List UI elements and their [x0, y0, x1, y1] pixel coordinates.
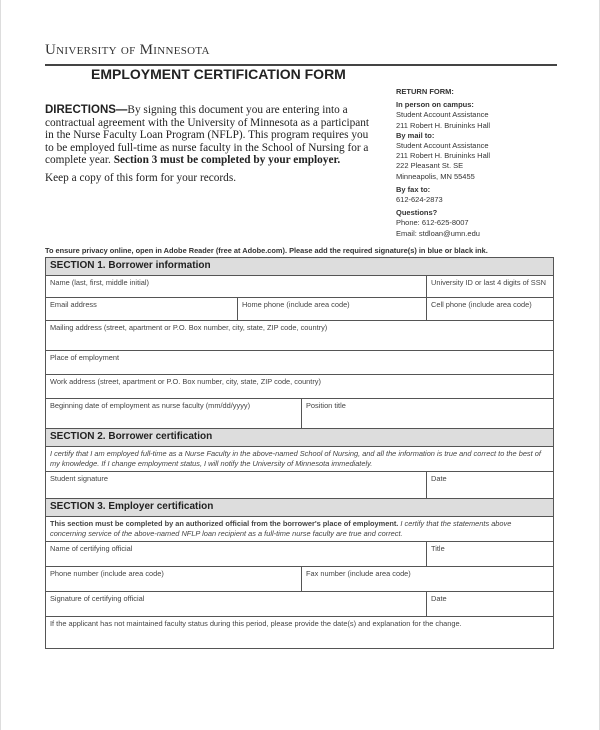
official-phone-field[interactable]: Phone number (include area code): [46, 567, 302, 592]
address-line: 211 Robert H. Bruininks Hall: [396, 151, 491, 161]
address-line: Minneapolis, MN 55455: [396, 171, 475, 181]
official-name-field[interactable]: Name of certifying official: [46, 542, 427, 567]
form-table: [45, 257, 554, 649]
section1-header: SECTION 1. Borrower information: [46, 258, 554, 276]
section3-note: [46, 517, 554, 542]
address-line: Student Account Assistance: [396, 141, 489, 151]
address-line: Student Account Assistance: [396, 110, 489, 120]
fax-number: 612-624-2873: [396, 195, 443, 205]
explanation-field[interactable]: If the applicant has not maintained faculty status during this period, please provide the date(s) and explanation for the change.: [46, 617, 554, 649]
email: Email: stdloan@umn.edu: [396, 228, 480, 238]
keep-copy-note: Keep a copy of this form for your records.: [45, 172, 237, 184]
return-heading: RETURN FORM:: [396, 87, 454, 96]
directions-text: By signing this document you are entering into a contractual agreement with the University of Minnesota as a participant in the Nurse Faculty Loan Program (NFLP). This program requires you to be employed full-time as nurse faculty in the School of Nursing for a complete year.: [45, 104, 370, 166]
email-field[interactable]: Email address: [46, 298, 238, 321]
uid-field[interactable]: University ID or last 4 digits of SSN: [427, 276, 554, 298]
questions-label: Questions?: [396, 208, 438, 218]
place-of-employment-field[interactable]: Place of employment: [46, 351, 554, 375]
position-title-field[interactable]: Position title: [302, 399, 554, 429]
begin-date-field[interactable]: Beginning date of employment as nurse faculty (mm/dd/yyyy): [46, 399, 302, 429]
address-line: 211 Robert H. Bruininks Hall: [396, 120, 491, 130]
section2-note: I certify that I am employed full-time as a Nurse Faculty in the above-named School of Nursing, and all the information is true and correct to the best of my knowledge. If I change employment status, I will notify the University of Minnesota immediately.: [46, 447, 554, 472]
name-field[interactable]: Name (last, first, middle initial): [46, 276, 427, 298]
work-address-field[interactable]: Work address (street, apartment or P.O. Box number, city, state, ZIP code, country): [46, 375, 554, 399]
official-date-field[interactable]: Date: [427, 592, 554, 617]
official-fax-field[interactable]: Fax number (include area code): [302, 567, 554, 592]
section3-note-bold: This section must be completed by an authorized official from the borrower's place of employment.: [50, 519, 399, 528]
directions-heading: DIRECTIONS—: [45, 104, 128, 116]
phone: Phone: 612-625-8007: [396, 218, 469, 228]
cell-phone-field[interactable]: Cell phone (include area code): [427, 298, 554, 321]
mailing-address-field[interactable]: Mailing address (street, apartment or P.O. Box number, city, state, ZIP code, country): [46, 321, 554, 351]
privacy-note: To ensure privacy online, open in Adobe Reader (free at Adobe.com). Please add the required signature(s) in blue or black ink.: [45, 246, 488, 255]
in-person-label: In person on campus:: [396, 100, 474, 110]
student-signature-field[interactable]: Student signature: [46, 472, 427, 499]
directions-bold: Section 3 must be completed by your employer.: [113, 154, 341, 166]
section3-note-text: I certify that the statements above concerning service of the above-named NFLP loan recipient as a full-time nurse faculty are true and correct.: [50, 519, 512, 538]
university-name: University of Minnesota: [45, 42, 210, 58]
section2-header: SECTION 2. Borrower certification: [46, 429, 554, 447]
directions: [45, 104, 375, 167]
section3-header: SECTION 3. Employer certification: [46, 499, 554, 517]
mail-label: By mail to:: [396, 130, 435, 140]
fax-label: By fax to:: [396, 184, 431, 194]
address-line: 222 Pleasant St. SE: [396, 161, 464, 171]
official-title-field[interactable]: Title: [427, 542, 554, 567]
official-signature-field[interactable]: Signature of certifying official: [46, 592, 427, 617]
form-title: EMPLOYMENT CERTIFICATION FORM: [91, 66, 346, 82]
return-form-info: [396, 87, 490, 239]
student-date-field[interactable]: Date: [427, 472, 554, 499]
home-phone-field[interactable]: Home phone (include area code): [238, 298, 427, 321]
